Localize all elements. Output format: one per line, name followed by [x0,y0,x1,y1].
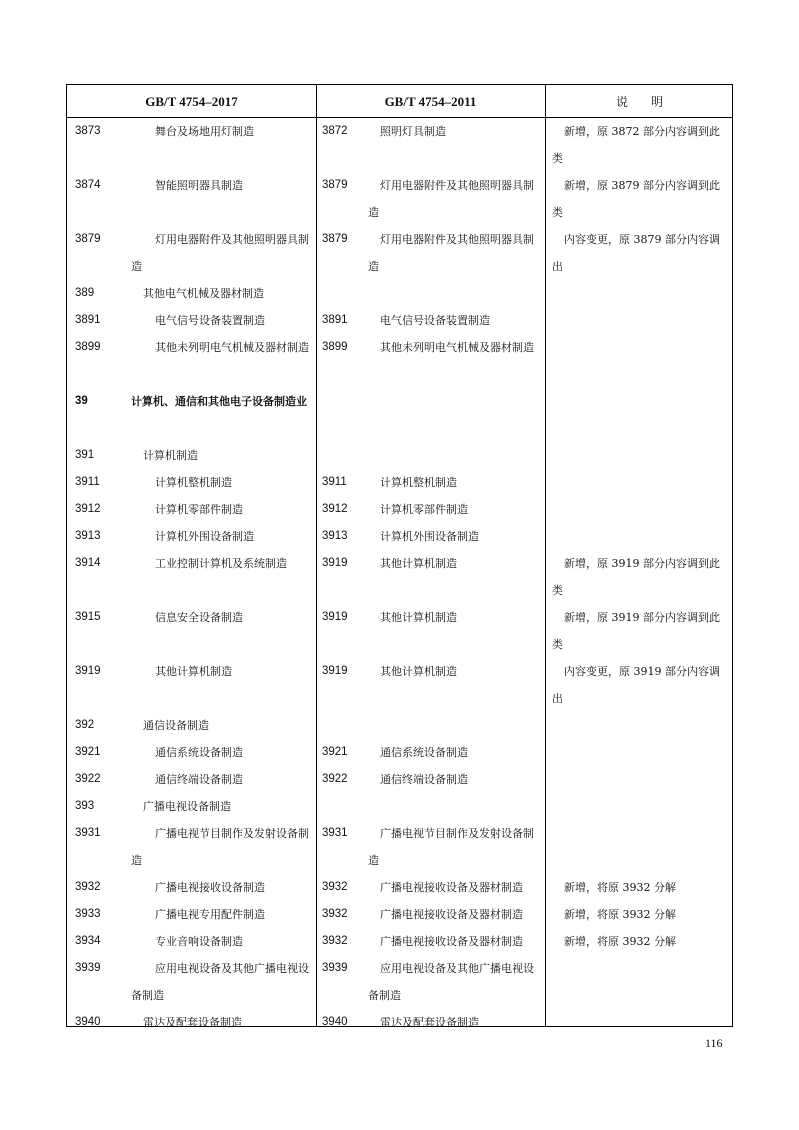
code-2017: 3891 [75,314,101,326]
header-note: 说 明 [615,95,673,109]
table-row [67,712,732,739]
name-2017: 计算机整机制造 [155,476,232,489]
code-2011: 3919 [322,611,348,623]
header-gbt-2011: GB/T 4754–2011 [384,94,477,109]
name-2011: 其他计算机制造 [380,665,457,678]
name-2011: 灯用电器附件及其他照明器具制造 [368,233,534,273]
code-2017: 39 [75,395,88,407]
name-2017: 计算机零部件制造 [155,503,243,516]
code-2011: 3931 [322,827,348,839]
code-2017: 391 [75,449,95,461]
name-2017: 通信设备制造 [143,719,209,732]
code-2011: 3872 [322,125,348,137]
table-row [67,523,732,550]
code-2011: 3912 [322,503,348,515]
name-2011: 计算机零部件制造 [380,503,468,516]
table-row [67,874,732,901]
table-row [67,442,732,469]
name-2011: 广播电视接收设备及器材制造 [380,935,523,948]
code-2011: 3940 [322,1016,348,1028]
table-row [67,658,732,712]
page-number: 116 [705,1036,723,1050]
code-2011: 3922 [322,773,348,785]
name-2011: 广播电视接收设备及器材制造 [380,908,523,921]
table-row [67,307,732,334]
name-2011: 广播电视节目制作及发射设备制造 [368,827,534,867]
table-row [67,1009,732,1036]
code-2011: 3932 [322,881,348,893]
table-row [67,334,732,388]
code-2017: 3879 [75,233,101,245]
code-2017: 3939 [75,962,101,974]
name-2017: 智能照明器具制造 [155,179,243,192]
code-2017: 3932 [75,881,101,893]
code-2011: 3913 [322,530,348,542]
name-2011: 照明灯具制造 [380,125,446,138]
table-row [67,604,732,658]
code-2017: 3921 [75,746,101,758]
note: 新增，将原 3932 分解 [564,935,676,948]
table-row [67,469,732,496]
name-2017: 广播电视接收设备制造 [155,881,265,894]
note: 内容变更，原 3879 部分内容调出 [552,233,720,273]
code-2017: 3873 [75,125,101,137]
name-2017: 信息安全设备制造 [155,611,243,624]
table-row [67,172,732,226]
code-2011: 3921 [322,746,348,758]
name-2017: 舞台及场地用灯制造 [155,125,254,138]
code-2017: 392 [75,719,95,731]
code-2017: 3919 [75,665,101,677]
name-2011: 计算机外围设备制造 [380,530,479,543]
name-2017: 电气信号设备装置制造 [155,314,265,327]
code-2011: 3919 [322,557,348,569]
code-2017: 3911 [75,476,100,488]
name-2017: 工业控制计算机及系统制造 [155,557,287,570]
code-2011: 3879 [322,233,348,245]
code-2011: 3911 [322,476,347,488]
code-2017: 3912 [75,503,101,515]
code-2011: 3932 [322,935,348,947]
table-row [67,226,732,280]
code-2017: 3934 [75,935,101,947]
code-2017: 3940 [75,1016,101,1028]
code-2017: 3914 [75,557,101,569]
code-2017: 3922 [75,773,101,785]
table-row [67,766,732,793]
classification-table [66,84,733,1027]
code-2017: 3933 [75,908,101,920]
note: 内容变更，原 3919 部分内容调出 [552,665,720,705]
note: 新增，原 3872 部分内容调到此类 [552,125,720,165]
table-row [67,496,732,523]
table-row [67,901,732,928]
name-2017: 广播电视专用配件制造 [155,908,265,921]
code-2011: 3899 [322,341,348,353]
name-2017: 通信终端设备制造 [155,773,243,786]
name-2017: 通信系统设备制造 [155,746,243,759]
code-2011: 3932 [322,908,348,920]
name-2017: 其他电气机械及器材制造 [143,287,264,300]
table-row [67,793,732,820]
name-2017: 广播电视节目制作及发射设备制造 [131,827,309,867]
name-2017: 灯用电器附件及其他照明器具制造 [131,233,309,273]
note: 新增，原 3919 部分内容调到此类 [552,557,720,597]
name-2017: 专业音响设备制造 [155,935,243,948]
code-2011: 3939 [322,962,348,974]
table-row [67,928,732,955]
name-2011: 其他计算机制造 [380,611,457,624]
table-row [67,550,732,604]
code-2011: 3891 [322,314,348,326]
table-row [67,280,732,307]
code-2017: 3915 [75,611,101,623]
table-row [67,118,732,172]
table-row [67,955,732,1009]
table-row [67,739,732,766]
name-2011: 广播电视接收设备及器材制造 [380,881,523,894]
code-2011: 3879 [322,179,348,191]
note: 新增，原 3879 部分内容调到此类 [552,179,720,219]
name-2011: 其他未列明电气机械及器材制造 [380,341,534,354]
code-2017: 393 [75,800,95,812]
name-2017: 计算机制造 [143,449,198,462]
code-2011: 3919 [322,665,348,677]
code-2017: 3874 [75,179,101,191]
note: 新增，将原 3932 分解 [564,908,676,921]
name-2017: 广播电视设备制造 [143,800,231,813]
name-2011: 其他计算机制造 [380,557,457,570]
code-2017: 3899 [75,341,101,353]
name-2017: 计算机外围设备制造 [155,530,254,543]
name-2017: 应用电视设备及其他广播电视设备制造 [131,962,309,1002]
name-2011: 应用电视设备及其他广播电视设备制造 [368,962,534,1002]
note: 新增，将原 3932 分解 [564,881,676,894]
code-2017: 3913 [75,530,101,542]
name-2017: 计算机、通信和其他电子设备制造业 [131,395,307,408]
name-2011: 雷达及配套设备制造 [380,1016,479,1029]
name-2011: 通信系统设备制造 [380,746,468,759]
name-2011: 通信终端设备制造 [380,773,468,786]
header-gbt-2017: GB/T 4754–2017 [145,94,238,109]
note: 新增，原 3919 部分内容调到此类 [552,611,720,651]
table-row [67,820,732,874]
code-2017: 389 [75,287,95,299]
name-2017: 雷达及配套设备制造 [143,1016,242,1029]
table-row [67,388,732,442]
name-2011: 电气信号设备装置制造 [380,314,490,327]
name-2017: 其他未列明电气机械及器材制造 [155,341,309,354]
name-2011: 灯用电器附件及其他照明器具制造 [368,179,534,219]
name-2011: 计算机整机制造 [380,476,457,489]
code-2017: 3931 [75,827,101,839]
name-2017: 其他计算机制造 [155,665,232,678]
